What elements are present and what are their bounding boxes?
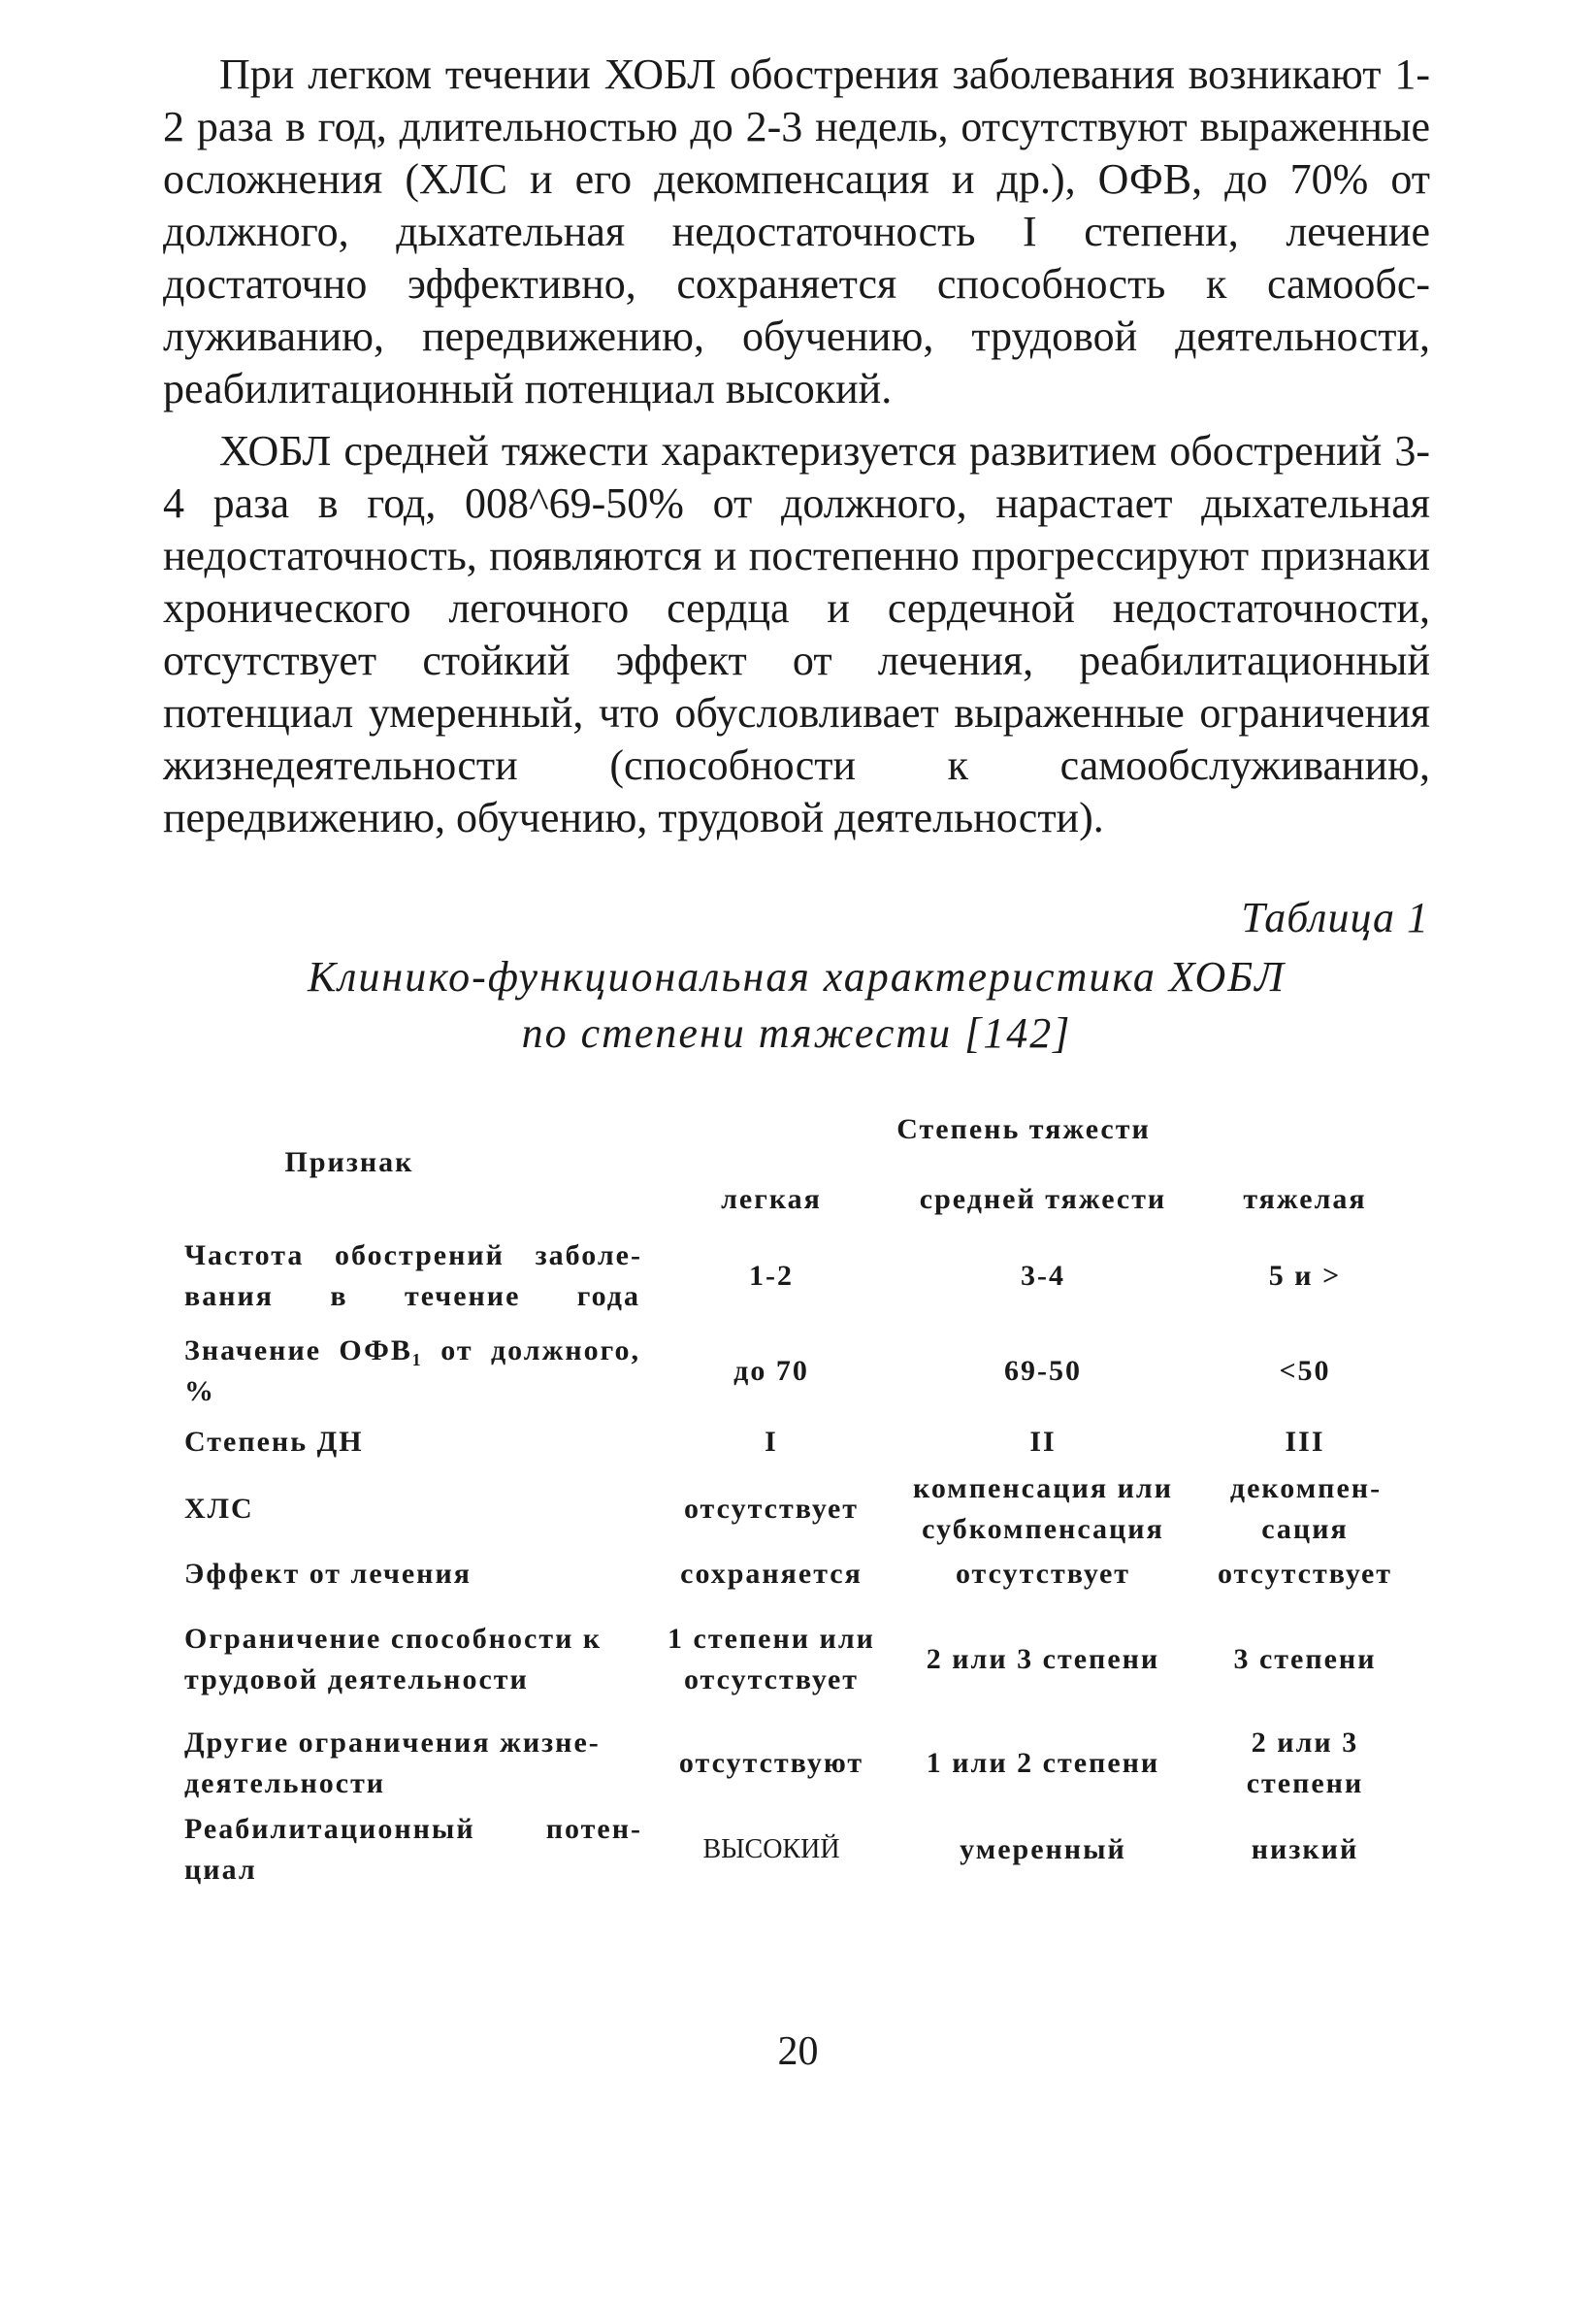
row-mild: отсутствуют (678, 1747, 864, 1779)
paragraph-mild-copd: При легком течении ХОБЛ обострения заболевания возникают 1-2 раза в год, длительностью до 2-3 недель, отсутствуют выраженные осложнения (ХЛС и его декомпенсация и др.), ОФВ, до 70% от должного, дыхательная недостаточность I степени, лечение достаточно эффективно, сохраняется способность к самообслуживанию, передвижению, обучению, трудовой деятельности, реабилитационный потенциал высокий. (163, 50, 1430, 412)
row-feature: Реабилитационный потенциал (184, 1813, 640, 1886)
row-moderate: II (1029, 1426, 1057, 1458)
row-severe: III (1285, 1426, 1325, 1458)
row-feature: Другие ограничения жизнедеятельности (184, 1727, 599, 1799)
row-feature: Значение ОФВ₁ от должного, % (184, 1334, 640, 1407)
header-mild: легкая (721, 1183, 822, 1215)
row-feature: Частота обострений заболевания в течение года (184, 1239, 640, 1312)
row-severe: отсутствует (1217, 1558, 1393, 1590)
table-title-line-1: Клинико-функциональная характеристика ХОБЛ (307, 953, 1287, 1001)
header-severity: Степень тяжести (896, 1113, 1151, 1145)
row-mild: 1 степени или отсутствует (668, 1623, 875, 1695)
row-moderate: компенсация или субкомпенсация (912, 1472, 1174, 1545)
row-moderate: 1 или 2 степени (926, 1747, 1160, 1779)
row-severe: 2 или 3 степени (1246, 1727, 1364, 1799)
table-label: Таблица 1 (1241, 894, 1429, 941)
row-feature: Ограничение способности к трудовой деятельности (184, 1623, 603, 1695)
row-severe: <50 (1279, 1355, 1331, 1387)
row-mild: ВЫСОКИЙ (702, 1834, 840, 1864)
row-feature: Степень ДН (184, 1426, 364, 1458)
row-mild: сохраняется (680, 1558, 863, 1590)
row-severe: декомпенсация (1229, 1472, 1381, 1545)
row-moderate: 69-50 (1004, 1355, 1082, 1387)
paragraph-moderate-copd: ХОБЛ средней тяжести характеризуется развитием обострений 3-4 раза в год, 008^69-50% от должного, нарастает дыхательная недостаточность, появляются и постепенно прогрессируют признаки хронического легочного сердца и сердечной недостаточности, отсутствует стойкий эффект от лечения, реабилитационный потенциал умеренный, что обусловливает выраженные ограничения жизнедеятельности (способности к самообслуживанию, передвижению, обучению, трудовой деятельности). (163, 427, 1430, 841)
row-mild: до 70 (733, 1355, 809, 1387)
row-feature: ХЛС (184, 1493, 254, 1525)
row-severe: низкий (1251, 1833, 1359, 1865)
table-title-line-2: по степени тяжести [142] (521, 1009, 1072, 1057)
header-feature: Признак (284, 1146, 414, 1178)
row-mild: 1-2 (749, 1260, 794, 1292)
header-moderate: средней тяжести (919, 1183, 1167, 1215)
row-severe: 3 степени (1233, 1643, 1377, 1675)
row-mild: I (765, 1426, 778, 1458)
row-feature: Эффект от лечения (184, 1558, 472, 1590)
header-severe: тяжелая (1243, 1183, 1367, 1215)
row-moderate: умеренный (960, 1833, 1126, 1865)
row-moderate: отсутствует (955, 1558, 1131, 1590)
row-moderate: 3-4 (1021, 1260, 1065, 1292)
row-moderate: 2 или 3 степени (926, 1643, 1160, 1675)
row-severe: 5 и > (1268, 1260, 1342, 1292)
page-number: 20 (777, 2029, 819, 2074)
row-mild: отсутствует (683, 1493, 860, 1525)
